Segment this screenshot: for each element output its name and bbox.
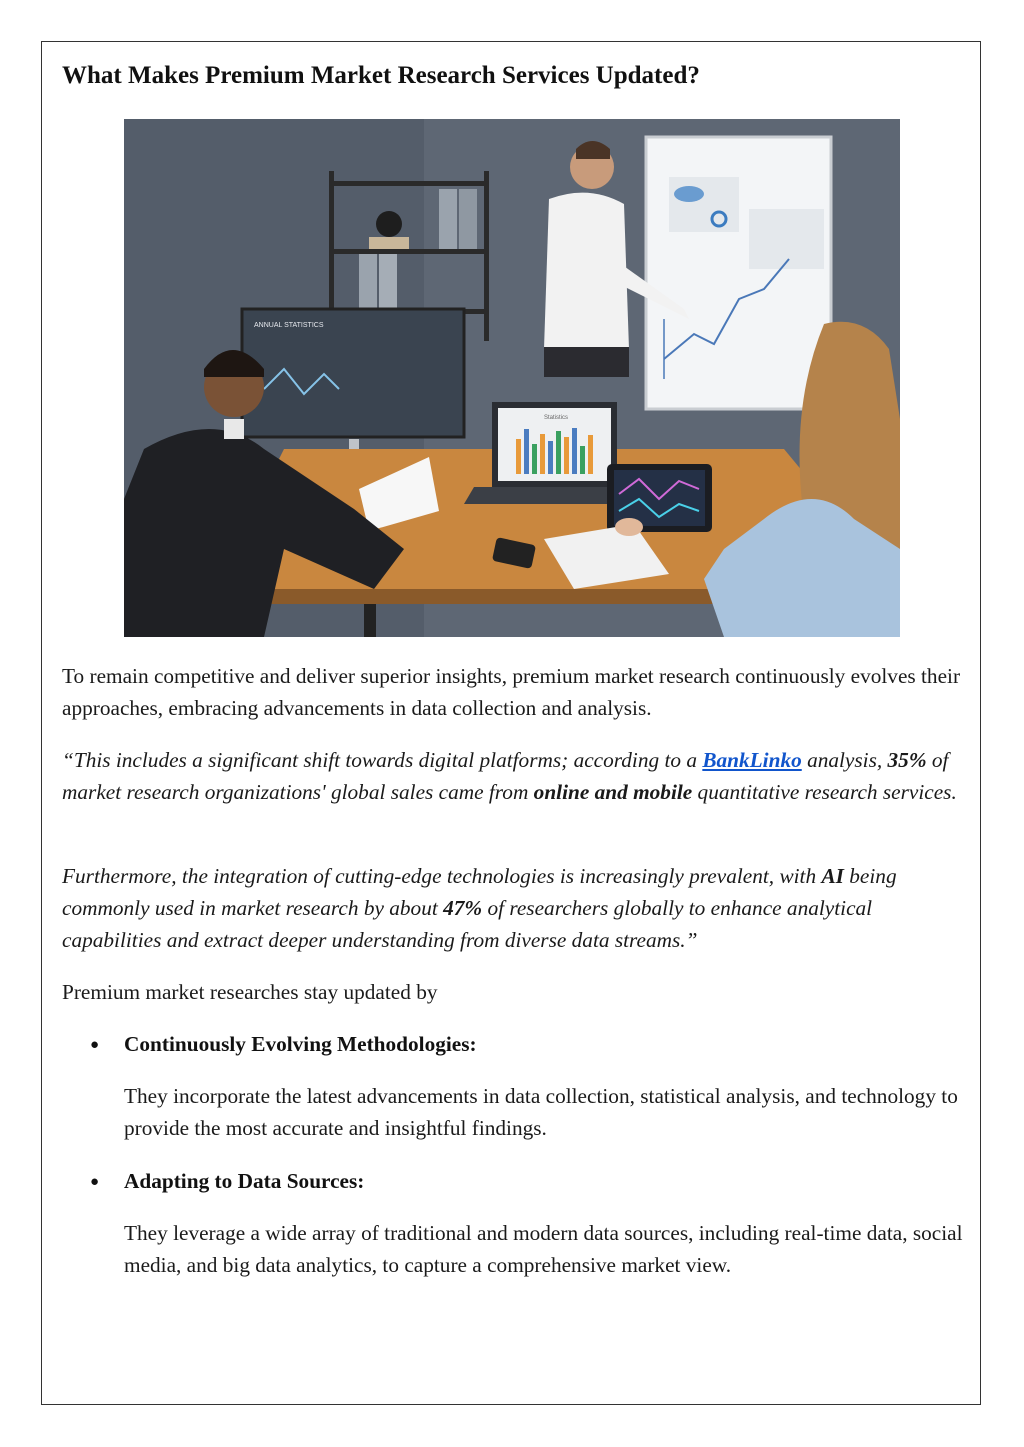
shelf-board (329, 181, 489, 186)
page-title: What Makes Premium Market Research Services Updated? (62, 62, 700, 89)
bullet-icon: ● (90, 1174, 100, 1190)
pie-chart-icon (674, 186, 704, 202)
laptop-bar (516, 439, 521, 474)
laptop-bar (548, 441, 553, 474)
photo-illustration (124, 119, 900, 637)
quote2-ai: AI (821, 864, 844, 888)
laptop-bar (556, 431, 561, 474)
table-leg (364, 604, 376, 637)
quote2-stat: 47% (443, 896, 483, 920)
quote1-stat: 35% (887, 748, 927, 772)
binder (439, 189, 457, 249)
quote1-text-4: quantitative research services. (692, 780, 957, 804)
bullet-icon: ● (90, 1037, 100, 1053)
binder (359, 254, 377, 309)
flipchart-note (669, 177, 739, 232)
laptop-bar (580, 446, 585, 474)
banklinko-link[interactable]: BankLinko (702, 748, 802, 772)
woman-hand (615, 518, 643, 536)
books (369, 237, 409, 249)
binder (379, 254, 397, 309)
binder (459, 189, 477, 249)
flipchart-note (749, 209, 824, 269)
quote1-text-2: analysis, (801, 748, 888, 772)
monitor-caption: ANNUAL STATISTICS (254, 322, 324, 329)
laptop-bar (588, 435, 593, 474)
quote2-text-1: Furthermore, the integration of cutting-edge technologies is increasingly prevalent, with (62, 864, 822, 888)
lead-in-paragraph: Premium market researches stay updated by (62, 980, 438, 1004)
laptop-bar (564, 437, 569, 474)
laptop-bar (540, 434, 545, 474)
clock-icon (376, 211, 402, 237)
shelf-post (484, 171, 489, 341)
laptop-bar (524, 429, 529, 474)
bullet-heading-text: Adapting to Data Sources: (124, 1169, 365, 1193)
laptop-caption: Statistics (544, 415, 569, 421)
bullet-body-1: They incorporate the latest advancements in data collection, statistical analysis, and technology to provide the most accurate and insightful findings. (124, 1084, 958, 1140)
presenter-trousers (544, 347, 629, 377)
quote1-text-1: “This includes a significant shift towards digital platforms; according to a (62, 748, 703, 772)
shelf-board (329, 249, 489, 254)
bullet-body-2: They leverage a wide array of traditional and modern data sources, including real-time data, social media, and big data analytics, to capture a comprehensive market view. (124, 1221, 963, 1277)
quote1-text-3: of market research organizations' global sales came from (62, 748, 949, 804)
bullet-heading-text: Continuously Evolving Methodologies: (124, 1032, 477, 1056)
laptop-bar (572, 428, 577, 474)
quote-paragraph-1 (62, 744, 962, 808)
bullet-heading-2 (90, 1165, 970, 1198)
quote2-text-3: of researchers globally to enhance analytical capabilities and extract deeper understanding from diverse data streams.” (62, 896, 873, 952)
quote2-text-2: being commonly used in market research by about (62, 864, 897, 920)
laptop-bar (532, 444, 537, 474)
quote1-strong: online and mobile (533, 780, 693, 804)
bullet-heading-1 (90, 1028, 970, 1061)
quote-paragraph-2 (62, 860, 962, 956)
seated-man-collar (224, 419, 244, 439)
intro-paragraph: To remain competitive and deliver superior insights, premium market research continuously evolves their approaches, embracing advancements in data collection and analysis. (62, 664, 961, 720)
office-meeting-photo (124, 119, 900, 637)
